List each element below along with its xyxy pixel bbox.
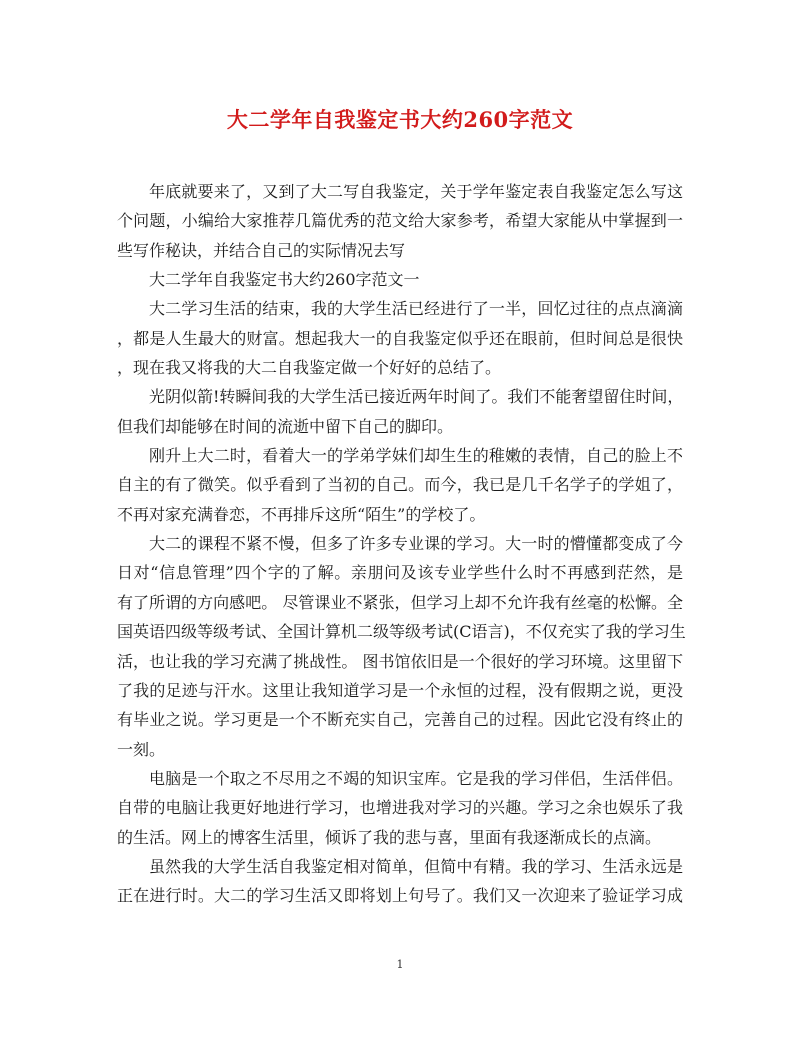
document-title: 大二学年自我鉴定书大约260字范文 bbox=[226, 107, 574, 132]
text-line: 光阴似箭!转瞬间我的大学生活已接近两年时间了。我们不能奢望留住时间， bbox=[149, 387, 684, 407]
text-line: 年底就要来了，又到了大二写自我鉴定，关于学年鉴定表自我鉴定怎么写这 bbox=[149, 182, 683, 201]
text-line: 不再对家充满眷恋，不再排斥这所“陌生”的学校了。 bbox=[117, 504, 486, 524]
text-line: 个问题，小编给大家推荐几篇优秀的范文给大家参考，希望大家能从中掌握到一 bbox=[117, 211, 683, 231]
text-line: 刚升上大二时，看着大一的学弟学妹们却生生的稚嫩的表情，自己的脸上不 bbox=[149, 446, 683, 466]
text-line: ，现在我又将我的大二自我鉴定做一个好好的总结了。 bbox=[117, 358, 502, 378]
text-line: 电脑是一个取之不尽用之不竭的知识宝库。它是我的学习伴侣，生活伴侣。 bbox=[149, 768, 683, 788]
text-line: 日对“信息管理”四个字的了解。亲朋问及该专业学些什么时不再感到茫然，是 bbox=[117, 563, 683, 583]
text-line: 有毕业之说。学习更是一个不断充实自己，完善自己的过程。因此它没有终止的 bbox=[117, 710, 683, 730]
text-line: 了我的足迹与汗水。这里让我知道学习是一个永恒的过程，没有假期之说，更没 bbox=[117, 680, 683, 700]
text-line: 活，也让我的学习充满了挑战性。 图书馆依旧是一个很好的学习环境。这里留下 bbox=[117, 651, 683, 671]
page-number: 1 bbox=[396, 958, 404, 971]
text-line: 虽然我的大学生活自我鉴定相对简单，但简中有精。我的学习、生活永远是 bbox=[149, 856, 683, 876]
text-line: 大二学习生活的结束，我的大学生活已经进行了一半，回忆过往的点点滴滴 bbox=[149, 299, 683, 319]
text-line: 大二学年自我鉴定书大约260字范文一 bbox=[149, 270, 420, 290]
text-line: 些写作秘诀，并结合自己的实际情况去写 bbox=[117, 240, 406, 260]
text-line: 自主的有了微笑。似乎看到了当初的自己。而今，我已是几千名学子的学姐了， bbox=[117, 475, 683, 495]
text-line: 自带的电脑让我更好地进行学习，也增进我对学习的兴趣。学习之余也娱乐了我 bbox=[117, 798, 683, 818]
text-line: 大二的课程不紧不慢，但多了许多专业课的学习。大一时的懵懂都变成了今 bbox=[149, 534, 683, 554]
text-line: 国英语四级等级考试、全国计算机二级等级考试(C语言)，不仅充实了我的学习生 bbox=[117, 622, 686, 642]
text-line: 的生活。网上的博客生活里，倾诉了我的悲与喜，里面有我逐渐成长的点滴。 bbox=[117, 827, 662, 847]
text-line: 但我们却能够在时间的流逝中留下自己的脚印。 bbox=[117, 416, 454, 436]
text-line: 正在进行时。大二的学习生活又即将划上句号了。我们又一次迎来了验证学习成 bbox=[117, 886, 683, 906]
text-line: 一刻。 bbox=[117, 739, 166, 759]
text-line: 有了所谓的方向感吧。 尽管课业不紧张，但学习上却不允许我有丝毫的松懈。全 bbox=[117, 592, 683, 612]
text-line: ，都是人生最大的财富。想起我大一的自我鉴定似乎还在眼前，但时间总是很快 bbox=[117, 328, 683, 348]
document-body bbox=[117, 177, 686, 911]
